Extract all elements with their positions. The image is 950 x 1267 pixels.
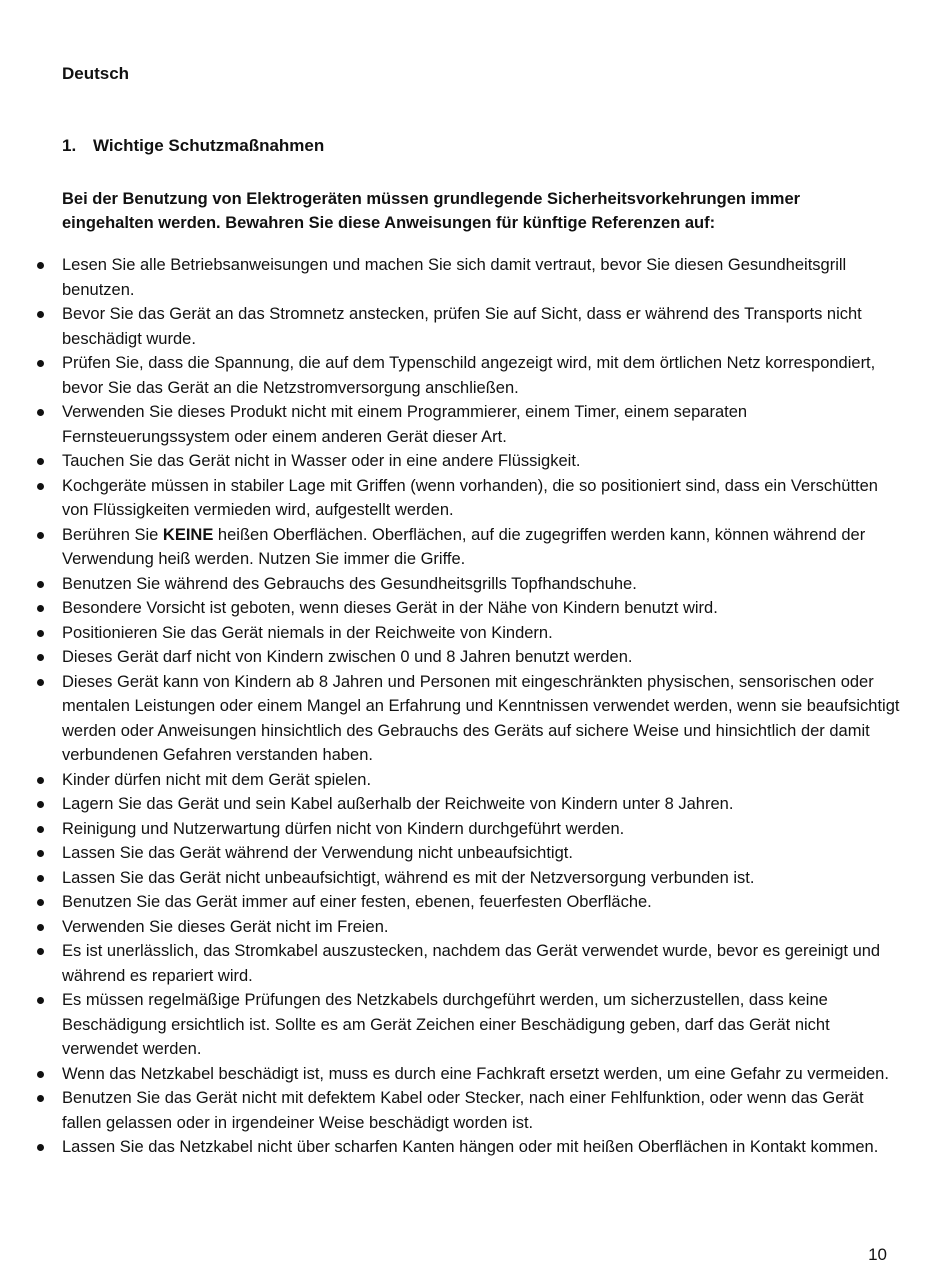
section-title: Wichtige Schutzmaßnahmen — [93, 136, 325, 155]
list-item-text: Dieses Gerät darf nicht von Kindern zwischen 0 und 8 Jahren benutzt werden. — [62, 648, 633, 666]
list-item — [0, 572, 900, 597]
list-item-text: heißen Oberflächen. Oberflächen, auf die zugegriffen werden kann, können während der Verwendung heiß werden. Nutzen Sie immer die Griffe. — [62, 525, 866, 568]
list-item-text: Wenn das Netzkabel beschädigt ist, muss es durch eine Fachkraft ersetzt werden, um eine Gefahr zu vermeiden. — [62, 1064, 889, 1083]
list-item-text: Dieses Gerät kann von Kindern ab 8 Jahren und Personen mit eingeschränkten physischen, sensorischen oder mentalen Leistungen oder einem Mangel an Erfahrung und Kenntnissen verwendet werden, wenn sie beaufsichtigt werden oder Anweisungen hinsichtlich des Gebrauchs des Geräts auf sichere Weise und hinsichtlich der damit verbundenen Gefahren verstanden haben. — [62, 672, 900, 764]
list-item — [0, 890, 900, 915]
list-item — [0, 302, 900, 351]
list-item-text: Besondere Vorsicht ist geboten, wenn dieses Gerät in der Nähe von Kindern benutzt wird. — [62, 599, 718, 617]
list-item-text: Kochgeräte müssen in stabiler Lage mit Griffen (wenn vorhanden), die so positioniert sind, dass ein Verschütten von Flüssigkeiten vermieden wird, aufgestellt werden. — [62, 476, 878, 519]
list-item-text: Lassen Sie das Netzkabel nicht über scharfen Kanten hängen oder mit heißen Oberflächen in Kontakt kommen. — [62, 1138, 879, 1156]
list-item-text: Es ist unerlässlich, das Stromkabel auszustecken, nachdem das Gerät verwendet wurde, bevor es gereinigt und während es repariert wird. — [62, 942, 881, 985]
list-item-text: Verwenden Sie dieses Gerät nicht im Freien. — [62, 917, 389, 936]
list-item — [0, 474, 900, 523]
list-item — [0, 596, 900, 621]
list-item-text: Bevor Sie das Gerät an das Stromnetz anstecken, prüfen Sie auf Sicht, dass er während des Transports nicht beschädigt wurde. — [62, 305, 862, 348]
bullet-dot-icon — [37, 532, 44, 539]
list-item-text: Prüfen Sie, dass die Spannung, die auf dem Typenschild angezeigt wird, mit dem örtlichen Netz korrespondiert, bevor Sie das Gerät an die Netzstromversorgung anschließen. — [62, 354, 876, 397]
bullet-dot-icon — [37, 1095, 44, 1102]
bullet-dot-icon — [37, 924, 44, 931]
list-item-text: Lagern Sie das Gerät und sein Kabel außerhalb der Reichweite von Kindern unter 8 Jahren. — [62, 795, 734, 813]
bullet-dot-icon — [37, 826, 44, 833]
bullet-dot-icon — [37, 777, 44, 784]
list-item — [0, 621, 900, 646]
list-item — [0, 400, 900, 449]
section-number: 1. — [62, 136, 77, 155]
list-item-text: Berühren Sie — [62, 525, 163, 544]
list-item — [0, 449, 900, 474]
list-item-text: Lassen Sie das Gerät nicht unbeaufsichtigt, während es mit der Netzversorgung verbunden ist. — [62, 868, 755, 887]
list-item — [0, 768, 900, 793]
list-item — [0, 939, 900, 988]
bullet-dot-icon — [37, 1071, 44, 1078]
list-item-text: Lesen Sie alle Betriebsanweisungen und machen Sie sich damit vertraut, bevor Sie diesen Gesundheitsgrill benutzen. — [62, 256, 847, 299]
list-item-emphasis: KEINE — [162, 525, 214, 544]
bullet-dot-icon — [37, 409, 44, 416]
page-number: 10 — [868, 1245, 887, 1264]
list-item-text: Lassen Sie das Gerät während der Verwendung nicht unbeaufsichtigt. — [62, 844, 573, 862]
bullet-dot-icon — [37, 630, 44, 637]
bullet-dot-icon — [37, 654, 44, 661]
list-item-text: Benutzen Sie während des Gebrauchs des Gesundheitsgrills Topfhandschuhe. — [62, 574, 637, 593]
list-item — [0, 915, 900, 940]
bullet-dot-icon — [37, 875, 44, 882]
list-item — [0, 841, 900, 866]
list-item — [0, 792, 900, 817]
list-item-text: Reinigung und Nutzerwartung dürfen nicht von Kindern durchgeführt werden. — [62, 819, 625, 838]
bullet-dot-icon — [37, 850, 44, 857]
list-item — [0, 817, 900, 842]
bullet-dot-icon — [37, 997, 44, 1004]
bullet-dot-icon — [37, 948, 44, 955]
safety-bullet-list — [0, 253, 900, 1160]
bullet-dot-icon — [37, 483, 44, 490]
bullet-dot-icon — [37, 899, 44, 906]
list-item — [0, 523, 900, 572]
list-item — [0, 1062, 900, 1087]
list-item-text: Es müssen regelmäßige Prüfungen des Netzkabels durchgeführt werden, um sicherzustellen, dass keine Beschädigung ersichtlich ist. Sollte es am Gerät Zeichen einer Beschädigung geben, darf das Gerät nicht verwendet werden. — [62, 991, 830, 1058]
list-item — [0, 866, 900, 891]
list-item-text: Verwenden Sie dieses Produkt nicht mit einem Programmierer, einem Timer, einem separaten Fernsteuerungssystem oder einem anderen Gerät dieser Art. — [62, 403, 748, 446]
bullet-dot-icon — [37, 581, 44, 588]
section-heading — [62, 136, 324, 156]
intro-paragraph: Bei der Benutzung von Elektrogeräten müssen grundlegende Sicherheitsvorkehrungen immer eingehalten werden. Bewahren Sie diese Anweisungen für künftige Referenzen auf: — [62, 190, 801, 232]
list-item — [0, 351, 900, 400]
list-item — [0, 645, 900, 670]
language-heading: Deutsch — [62, 64, 130, 83]
list-item — [0, 1135, 900, 1160]
list-item-text: Benutzen Sie das Gerät nicht mit defektem Kabel oder Stecker, nach einer Fehlfunktion, oder wenn das Gerät fallen gelassen oder in irgendeiner Weise beschädigt worden ist. — [62, 1089, 864, 1132]
bullet-dot-icon — [37, 360, 44, 367]
list-item-text: Tauchen Sie das Gerät nicht in Wasser oder in eine andere Flüssigkeit. — [62, 452, 581, 470]
bullet-dot-icon — [37, 679, 44, 686]
list-item — [0, 670, 900, 768]
list-item-text: Benutzen Sie das Gerät immer auf einer festen, ebenen, feuerfesten Oberfläche. — [62, 893, 652, 911]
list-item — [0, 988, 900, 1062]
list-item-text: Kinder dürfen nicht mit dem Gerät spielen. — [62, 770, 372, 789]
list-item — [0, 1086, 900, 1135]
bullet-dot-icon — [37, 1144, 44, 1151]
bullet-dot-icon — [37, 801, 44, 808]
bullet-dot-icon — [37, 311, 44, 318]
bullet-dot-icon — [37, 458, 44, 465]
list-item-text: Positionieren Sie das Gerät niemals in der Reichweite von Kindern. — [62, 623, 553, 642]
list-item — [0, 253, 900, 302]
bullet-dot-icon — [37, 605, 44, 612]
bullet-dot-icon — [37, 262, 44, 269]
